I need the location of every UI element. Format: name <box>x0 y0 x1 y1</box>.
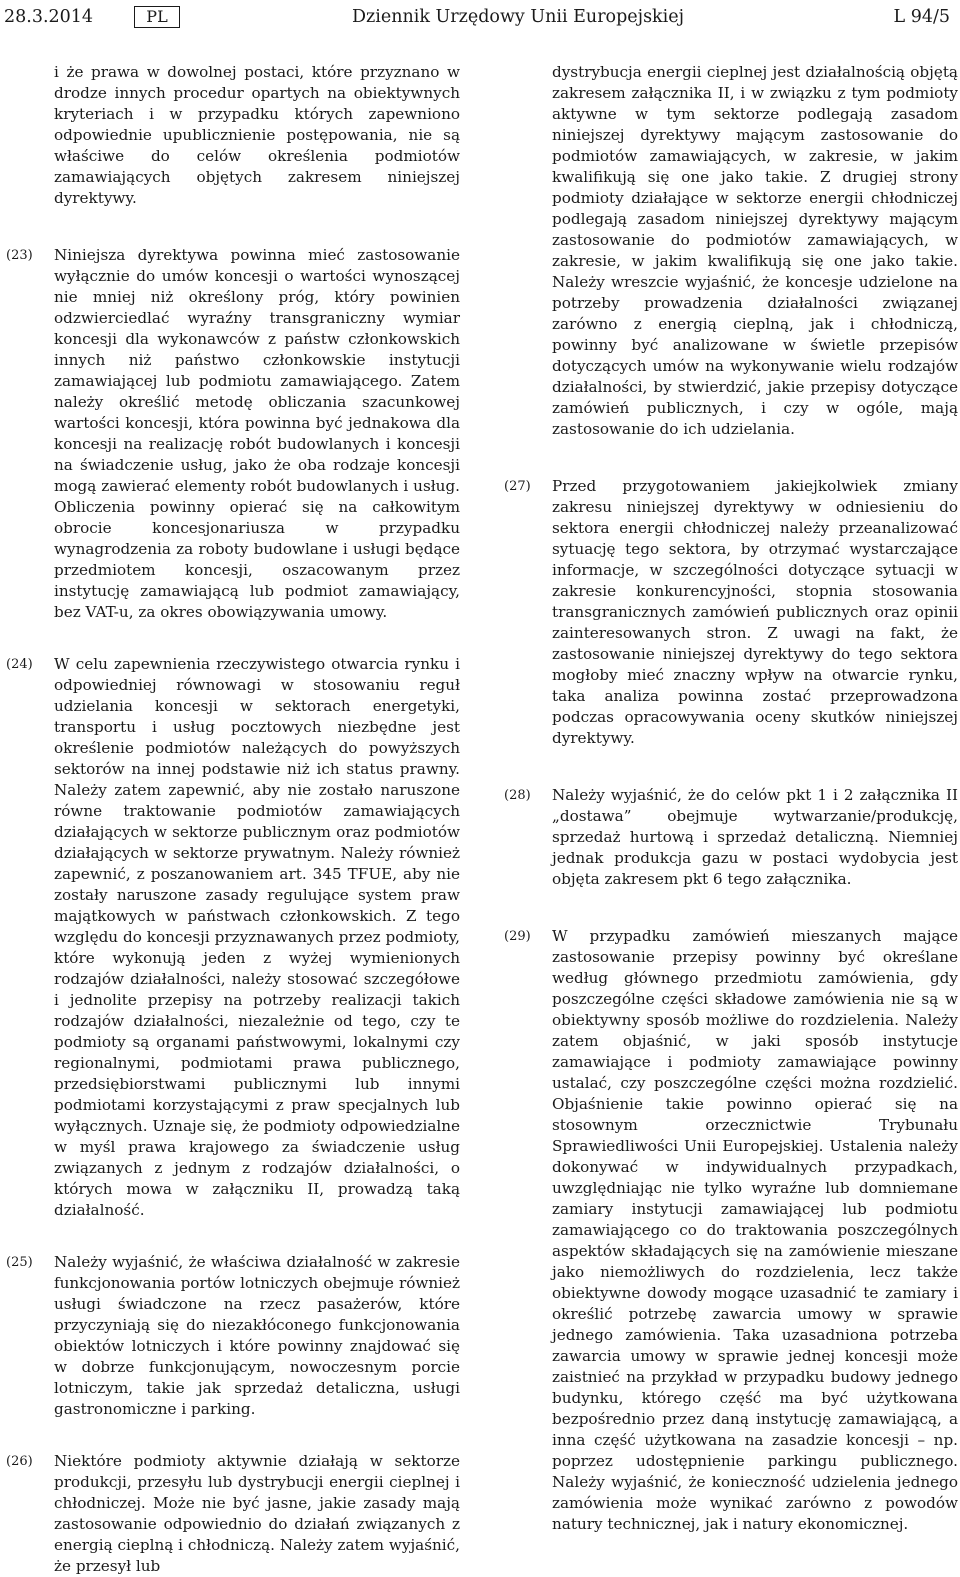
recital-24 <box>6 654 460 1221</box>
recital-26 <box>6 1451 460 1577</box>
publication-date: 28.3.2014 <box>4 7 94 27</box>
language-badge: PL <box>134 6 180 28</box>
recital-28 <box>504 785 958 890</box>
right-column <box>504 62 958 1535</box>
recital-27 <box>504 476 958 749</box>
recital-number: (29) <box>504 929 531 944</box>
recital-number: (23) <box>6 248 33 263</box>
paragraph-continuation: dystrybucja energii cieplnej jest działalnością objętą zakresem załącznika II, i w związku z tym podmioty aktywne w tym sektorze podlegają zasadom niniejszej dyrektywy mającym zastosowanie do podmiotów zamawiających, w zakresie, w jakim kwalifikują się one jako takie. Z drugiej strony podmioty działające w sektorze energii chłodniczej podlegają zasadom niniejszej dyrektywy mającym zastosowanie do podmiotów zamawiających, w zakresie, w jakim kwalifikują się one jako takie. Należy wreszcie wyjaśnić, że koncesje udzielone na potrzeby prowadzenia działalności związanej zarówno z energią cieplną, jak i chłodniczą, powinny być analizowane w świetle przepisów dotyczących umów na wykonywanie wielu rodzajów działalności, by stwierdzić, jakie przepisy dotyczące zamówień publicznych, i czy w ogóle, mają zastosowanie do ich udzielania. <box>552 63 958 438</box>
recital-25 <box>6 1252 460 1420</box>
recital-text: Należy wyjaśnić, że właściwa działalność w zakresie funkcjonowania portów lotniczych obejmuje również usługi świadczone na rzecz pasażerów, które przyczyniają się do niezakłóconego funkcjonowania obiektów lotniczych i które powinny znajdować się w dobrze funkcjonującym, nowoczesnym porcie lotniczym, takie jak sprzedaż detaliczna, usługi gastronomiczne i parking. <box>54 1253 460 1418</box>
recital-number: (28) <box>504 788 531 803</box>
recital-number: (27) <box>504 479 531 494</box>
recital-text: W celu zapewnienia rzeczywistego otwarcia rynku i odpowiedniej równowagi w stosowaniu reguł udzielania koncesji w sektorach energetyki, transportu i usług pocztowych niezbędne jest określenie podmiotów należących do powyższych sektorów na innej podstawie niż ich status prawny. Należy zatem zapewnić, aby nie zostało naruszone równe traktowanie podmiotów zamawiających działających w sektorze publicznym oraz podmiotów działających w sektorze prywatnym. Należy również zapewnić, z poszanowaniem art. 345 TFUE, aby nie zostały naruszone zasady regulujące system praw majątkowych w państwach członkowskich. Z tego względu do koncesji przyznawanych przez podmioty, które wykonują jeden z wyżej wymienionych rodzajów działalności, należy stosować szczegółowe i jednolite przepisy na potrzeby realizacji takich rodzajów działalności, niezależnie od tego, czy te podmioty są organami państwowymi, lokalnymi czy regionalnymi, podmiotami prawa publicznego, przedsiębiorstwami publicznymi lub innymi podmiotami korzystającymi z praw specjalnych lub wyłącznych. Uznaje się, że podmioty odpowiedzialne w myśl prawa krajowego za świadczenie usług związanych z jednym z rodzajów działalności, o których mowa w załączniku II, prowadzą taką działalność. <box>54 655 460 1219</box>
recital-text: Przed przygotowaniem jakiejkolwiek zmiany zakresu niniejszej dyrektywy w odniesieniu do sektora energii chłodniczej należy przeanalizować sytuację tego sektora, by otrzymać wystarczające informacje, w szczególności dotyczące sytuacji w zakresie konkurencyjności, stopnia stosowania transgranicznych zamówień publicznych oraz opinii zainteresowanych stron. Z uwagi na fakt, że zastosowanie niniejszej dyrektywy do tego sektora mogłoby mieć znaczny wpływ na otwarcie rynku, taka analiza powinna zostać przeprowadzona podczas opracowywania oceny skutków niniejszej dyrektywy. <box>552 477 958 747</box>
recital-number: (25) <box>6 1255 33 1270</box>
recital-number: (24) <box>6 657 33 672</box>
journal-title: Dziennik Urzędowy Unii Europejskiej <box>352 7 685 27</box>
left-column <box>6 62 460 1577</box>
paragraph-continuation: i że prawa w dowolnej postaci, które przyznano w drodze innych procedur opartych na obiektywnych kryteriach i w przypadku których zapewniono odpowiednie upublicznienie postępowania, nie są właściwe do celów określenia podmiotów zamawiających objętych zakresem niniejszej dyrektywy. <box>54 63 460 207</box>
recital-text: W przypadku zamówień mieszanych mające zastosowanie przepisy powinny być określane według głównego przedmiotu zamówienia, gdy poszczególne części składowe zamówienia nie są w obiektywny sposób możliwe do rozdzielenia. Należy zatem objaśnić, w jaki sposób instytucje zamawiające i podmioty zamawiające powinny ustalać, czy poszczególne części można rozdzielić. Objaśnienie takie powinno opierać się na stosownym orzecznictwie Trybunału Sprawiedliwości Unii Europejskiej. Ustalenia należy dokonywać w indywidualnych przypadkach, uwzględniając nie tylko wyraźne lub domniemane zamiary instytucji zamawiającej lub podmiotu zamawiającego co do traktowania poszczególnych aspektów składających się na zamówienie mieszane jako niemożliwych do rozdzielenia, lecz także obiektywne dowody mogące uzasadnić te zamiary i określić potrzebę zawarcia umowy w sprawie jednego zamówienia. Taka uzasadniona potrzeba zawarcia umowy w sprawie jednej koncesji może zaistnieć na przykład w przypadku budowy jednego budynku, którego część ma być użytkowana bezpośrednio przez daną instytucję zamawiającą, a inna część użytkowana na zasadzie koncesji – np. poprzez udostępnienie parkingu publicznego. Należy wyjaśnić, że konieczność udzielenia jednego zamówienia może wynikać zarówno z powodów natury technicznej, jak i natury ekonomicznej. <box>552 927 958 1533</box>
recital-text: Należy wyjaśnić, że do celów pkt 1 i 2 załącznika II „dostawa” obejmuje wytwarzanie/produkcję, sprzedaż hurtową i sprzedaż detaliczną. Niemniej jednak produkcja gazu w postaci wydobycia jest objęta zakresem pkt 6 tego załącznika. <box>552 786 958 888</box>
journal-header <box>0 0 960 40</box>
recital-text: Niniejsza dyrektywa powinna mieć zastosowanie wyłącznie do umów koncesji o wartości wynoszącej nie mniej niż określony próg, który powinien odzwierciedlać wyraźny transgraniczny wymiar koncesji dla wykonawców z państw członkowskich innych niż państwo członkowskie instytucji zamawiającej lub podmiotu zamawiającego. Zatem należy określić metodę obliczania szacunkowej wartości koncesji, która powinna być jednakowa dla koncesji na realizację robót budowlanych i koncesji na świadczenie usług, jako że oba rodzaje koncesji mogą zawierać elementy robót budowlanych i usług. Obliczenia powinny opierać się na całkowitym obrocie koncesjonariusza w przypadku wynagrodzenia za roboty budowlane i usługi będące przedmiotem koncesji, oszacowanym przez instytucję zamawiającą lub podmiot zamawiający, bez VAT-u, za okres obowiązywania umowy. <box>54 246 460 621</box>
page-number: L 94/5 <box>893 7 950 27</box>
recital-number: (26) <box>6 1454 33 1469</box>
recital-29 <box>504 926 958 1535</box>
recital-23 <box>6 245 460 623</box>
recital-text: Niektóre podmioty aktywnie działają w sektorze produkcji, przesyłu lub dystrybucji energii cieplnej i chłodniczej. Może nie być jasne, jakie zasady mają zastosowanie odpowiednio do działań związanych z energią cieplną i chłodniczą. Należy zatem wyjaśnić, że przesył lub <box>54 1452 460 1575</box>
